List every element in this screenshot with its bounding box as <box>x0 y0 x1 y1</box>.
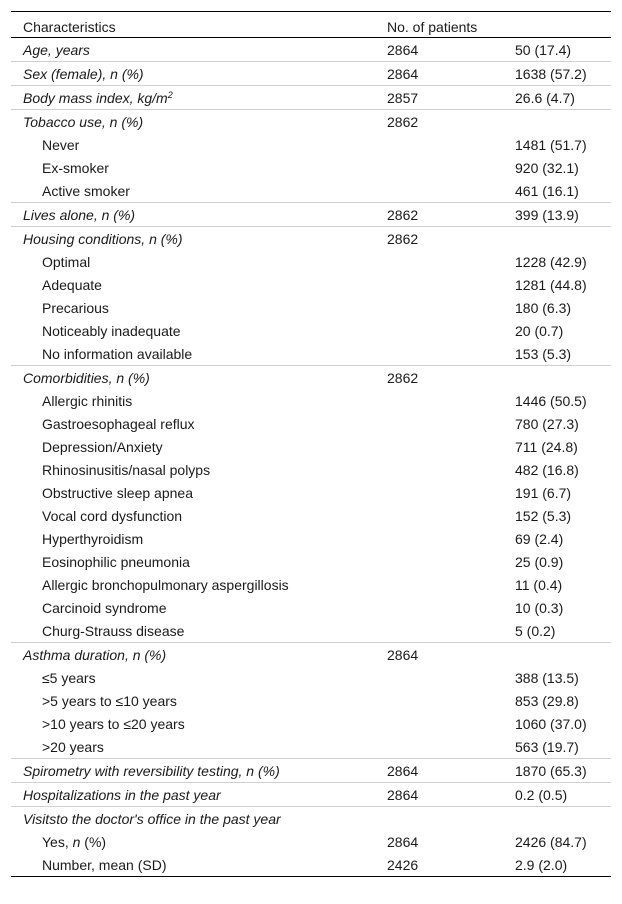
row-label: Vocal cord dysfunction <box>42 507 183 524</box>
row-value <box>515 110 611 134</box>
table-row <box>11 783 611 807</box>
row-value: 152 (5.3) <box>515 507 572 524</box>
row-label: Allergic rhinitis <box>42 392 133 409</box>
row-n <box>387 435 515 458</box>
table-row <box>11 296 611 319</box>
row-n <box>387 179 515 203</box>
row-value: 1281 (44.8) <box>515 276 587 293</box>
row-value <box>515 643 611 667</box>
row-n <box>387 296 515 319</box>
row-value: 563 (19.7) <box>515 738 579 755</box>
row-value: 1870 (65.3) <box>515 759 611 783</box>
row-label: Optimal <box>42 253 91 270</box>
table-row <box>11 573 611 596</box>
table-row <box>11 227 611 251</box>
row-n: 2864 <box>387 41 419 58</box>
row-value: 2.9 (2.0) <box>515 853 611 877</box>
row-n <box>387 550 515 573</box>
row-value: 11 (0.4) <box>515 576 563 593</box>
row-label: Never <box>42 136 80 153</box>
row-label: Precarious <box>42 299 109 316</box>
row-n: 2862 <box>387 366 515 390</box>
row-label: >5 years to ≤10 years <box>42 692 177 709</box>
row-label: >10 years to ≤20 years <box>42 715 185 732</box>
row-value: 5 (0.2) <box>515 622 556 639</box>
row-label: Adequate <box>42 276 102 293</box>
row-value: 2426 (84.7) <box>515 833 587 850</box>
table-row <box>11 712 611 735</box>
row-value: 10 (0.3) <box>515 599 564 616</box>
row-n: 2862 <box>387 110 515 134</box>
row-label: Depression/Anxiety <box>42 438 163 455</box>
row-value <box>515 807 611 831</box>
table-row <box>11 619 611 643</box>
row-n <box>387 156 515 179</box>
row-n <box>387 319 515 342</box>
row-label: Carcinoid syndrome <box>42 599 167 616</box>
row-label: Gastroesophageal reflux <box>42 415 195 432</box>
row-value: 25 (0.9) <box>515 553 564 570</box>
row-n <box>387 458 515 481</box>
row-value: 26.6 (4.7) <box>515 86 611 110</box>
superscript: 2 <box>167 89 173 100</box>
row-n <box>387 133 515 156</box>
row-value: 399 (13.9) <box>515 203 611 227</box>
header-characteristics: Characteristics <box>11 12 387 38</box>
row-label: Comorbidities, n (%) <box>11 366 387 390</box>
table-row <box>11 435 611 458</box>
row-n <box>387 527 515 550</box>
row-label: Hospitalizations in the past year <box>11 783 387 807</box>
row-n <box>387 250 515 273</box>
table-row <box>11 759 611 783</box>
row-n <box>387 273 515 296</box>
table-row <box>11 366 611 390</box>
row-label: Ex-smoker <box>42 159 109 176</box>
row-value <box>515 227 611 251</box>
table-row <box>11 273 611 296</box>
row-value: 69 (2.4) <box>515 530 564 547</box>
table-row <box>11 203 611 227</box>
row-n <box>387 342 515 366</box>
row-label: Obstructive sleep apnea <box>42 484 193 501</box>
row-value: 920 (32.1) <box>515 159 579 176</box>
table-header-row <box>11 12 611 38</box>
row-value <box>515 366 611 390</box>
row-label: Eosinophilic pneumonia <box>42 553 190 570</box>
row-label: ≤5 years <box>42 669 96 686</box>
table-row <box>11 504 611 527</box>
row-n <box>387 412 515 435</box>
row-value: 1638 (57.2) <box>515 62 611 86</box>
row-value: 1446 (50.5) <box>515 392 587 409</box>
table-row <box>11 853 611 877</box>
row-n <box>387 807 515 831</box>
table-row <box>11 689 611 712</box>
table-row <box>11 735 611 759</box>
table-row <box>11 389 611 412</box>
row-label: No information available <box>42 345 193 362</box>
row-value: 153 (5.3) <box>515 345 572 362</box>
table-row <box>11 62 611 86</box>
row-value: 180 (6.3) <box>515 299 572 316</box>
row-label: Churg-Strauss disease <box>42 622 185 639</box>
table-row <box>11 156 611 179</box>
row-n <box>387 712 515 735</box>
row-label: Body mass index, $kg/m^2$ <box>11 86 387 110</box>
row-value: 711 (24.8) <box>515 438 578 455</box>
row-value: 0.2 (0.5) <box>515 783 611 807</box>
row-value: 191 (6.7) <box>515 484 572 501</box>
table-row <box>11 481 611 504</box>
row-n: 2864 <box>387 759 515 783</box>
row-value: 461 (16.1) <box>515 182 579 199</box>
row-label: Visitsto the doctor's office in the past year <box>11 807 387 831</box>
row-label: >20 years <box>42 738 104 755</box>
row-n <box>387 573 515 596</box>
row-label: Rhinosinusitis/nasal polyps <box>42 461 211 478</box>
row-label: Spirometry with reversibility testing, n (%) <box>11 759 387 783</box>
row-n: 2857 <box>387 86 515 110</box>
row-n <box>387 735 515 759</box>
row-label: Number, mean (SD) <box>11 853 387 877</box>
table-row <box>11 133 611 156</box>
row-value: 1481 (51.7) <box>515 136 587 153</box>
row-label: Noticeably inadequate <box>42 322 181 339</box>
table-row <box>11 342 611 366</box>
row-n: 2864 <box>387 62 515 86</box>
row-n <box>387 481 515 504</box>
row-label: Allergic bronchopulmonary aspergillosis <box>42 576 289 593</box>
row-n: 2862 <box>387 203 515 227</box>
row-label: Asthma duration, n (%) <box>11 643 387 667</box>
row-value: 1060 (37.0) <box>515 715 587 732</box>
row-value: 1228 (42.9) <box>515 253 587 270</box>
row-label: Housing conditions, n (%) <box>11 227 387 251</box>
row-n: 2864 <box>387 783 515 807</box>
row-value: 388 (13.5) <box>515 669 579 686</box>
row-value: 20 (0.7) <box>515 322 564 339</box>
row-label: Hyperthyroidism <box>42 530 144 547</box>
patient-characteristics-table <box>11 11 611 877</box>
table-row <box>11 412 611 435</box>
row-n <box>387 504 515 527</box>
row-n <box>387 619 515 643</box>
row-value: 853 (29.8) <box>515 692 579 709</box>
row-label: Lives alone, n (%) <box>11 203 387 227</box>
row-value: 482 (16.8) <box>515 461 579 478</box>
row-value: 50 (17.4) <box>515 41 572 58</box>
table-row <box>11 179 611 203</box>
table-row <box>11 666 611 689</box>
row-value: 780 (27.3) <box>515 415 579 432</box>
row-n <box>387 596 515 619</box>
table-row <box>11 550 611 573</box>
table-row <box>11 250 611 273</box>
header-patients: No. of patients <box>387 12 611 38</box>
table-row <box>11 38 611 62</box>
row-label: Active smoker <box>42 182 130 199</box>
row-n: 2864 <box>387 833 419 850</box>
row-label: Yes, n (%) <box>42 833 107 850</box>
table-row <box>11 830 611 853</box>
row-label: Tobacco use, n (%) <box>11 110 387 134</box>
table-row <box>11 807 611 831</box>
table-row <box>11 86 611 110</box>
row-label: Age, years <box>23 41 90 58</box>
row-label: Sex (female), n (%) <box>11 62 387 86</box>
row-n <box>387 389 515 412</box>
row-n: 2426 <box>387 853 515 877</box>
table-row <box>11 527 611 550</box>
table-row <box>11 458 611 481</box>
row-n <box>387 689 515 712</box>
row-n: 2864 <box>387 643 515 667</box>
table-row <box>11 596 611 619</box>
table-row <box>11 643 611 667</box>
row-n <box>387 666 515 689</box>
table-row <box>11 319 611 342</box>
row-n: 2862 <box>387 227 515 251</box>
table-row <box>11 110 611 134</box>
